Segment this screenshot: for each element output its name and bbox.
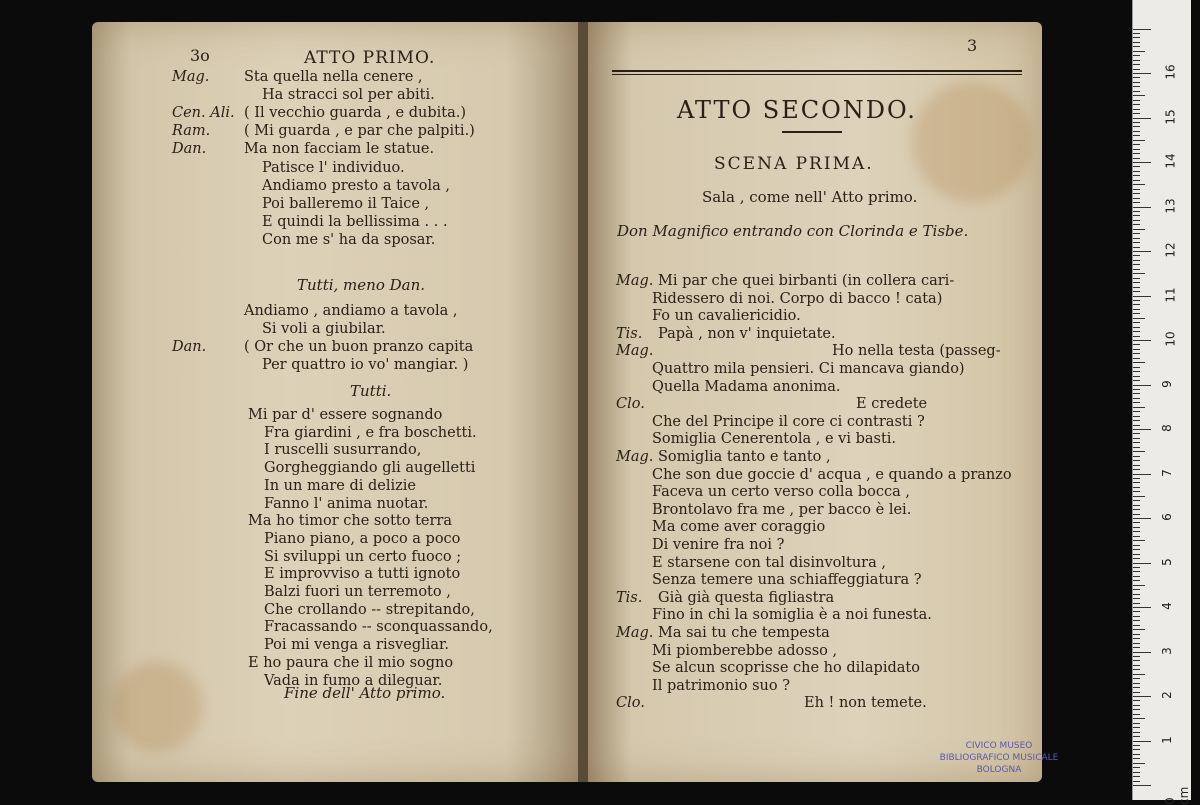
ruler-tick — [1133, 166, 1140, 167]
ruler-tick — [1133, 291, 1140, 292]
header-rule — [612, 70, 1022, 72]
ruler-tick — [1133, 175, 1140, 176]
ruler-tick — [1133, 64, 1140, 65]
ruler-tick — [1133, 318, 1145, 319]
ruler-tick — [1133, 113, 1140, 114]
ruler-tick — [1133, 273, 1145, 274]
ruler-tick — [1133, 389, 1140, 390]
ruler-tick — [1133, 754, 1140, 755]
ruler-tick — [1133, 327, 1140, 328]
act-title: ATTO SECONDO. — [677, 96, 917, 124]
text-line: Fo un cavaliericidio. — [652, 308, 801, 325]
ruler-tick — [1133, 589, 1140, 590]
ruler-tick — [1133, 749, 1140, 750]
ruler-tick — [1133, 29, 1151, 30]
ruler-tick — [1133, 518, 1151, 519]
ruler-tick — [1133, 714, 1140, 715]
ruler-tick — [1133, 264, 1140, 265]
ruler-tick — [1133, 55, 1140, 56]
ruler-tick — [1133, 447, 1140, 448]
text-line: E starsene con tal disinvoltura , — [652, 554, 886, 571]
speaker-label: Dan. — [172, 339, 207, 356]
ruler-tick — [1133, 692, 1140, 693]
text-line: Il patrimonio suo ? — [652, 677, 790, 694]
text-line: ( Mi guarda , e par che palpiti.) — [244, 123, 475, 140]
ruler-number: 6 — [1159, 513, 1174, 521]
verse-line: Si sviluppi un certo fuoco ; — [264, 548, 462, 565]
text-line: Patisce l' individuo. — [262, 159, 405, 176]
verse-line: Gorgheggiando gli augelletti — [264, 460, 476, 477]
ruler-tick — [1133, 549, 1140, 550]
ruler-tick — [1133, 69, 1140, 70]
ruler-tick — [1133, 309, 1140, 310]
ruler-tick — [1133, 367, 1140, 368]
ruler-tick — [1133, 500, 1140, 501]
verse-line: Piano piano, a poco a poco — [264, 530, 461, 547]
ruler-tick — [1133, 184, 1145, 185]
library-stamp — [924, 740, 1074, 776]
stamp-line: BIBLIOGRAFICO MUSICALE — [939, 753, 1059, 763]
ruler-tick — [1133, 527, 1140, 528]
ruler-tick — [1133, 349, 1140, 350]
ruler-tick — [1133, 696, 1151, 697]
ruler-tick — [1133, 135, 1140, 136]
ruler-tick — [1133, 425, 1140, 426]
ruler-tick — [1133, 745, 1140, 746]
ruler-tick — [1133, 567, 1140, 568]
ruler-tick — [1133, 603, 1140, 604]
ruler-tick — [1133, 77, 1140, 78]
ruler-tick — [1133, 344, 1140, 345]
verse-line: E improvviso a tutti ignoto — [264, 566, 461, 583]
ruler-tick — [1133, 304, 1140, 305]
ruler-tick — [1133, 545, 1140, 546]
ruler-tick — [1133, 46, 1140, 47]
text-line: Poi balleremo il Taice , — [262, 195, 430, 212]
act-end-line: Fine dell' Atto primo. — [284, 684, 446, 702]
text-line: Somiglia tanto e tanto , — [658, 449, 831, 465]
entrance-direction: Don Magnifico entrando con Clorinda e Tisbe. — [617, 222, 969, 240]
text-line: Che del Principe il core ci contrasti ? — [652, 413, 925, 430]
ruler-tick — [1133, 131, 1140, 132]
speaker-label: Dan. — [172, 141, 207, 158]
ruler-tick — [1133, 296, 1151, 297]
ruler-tick — [1133, 460, 1140, 461]
ruler-tick — [1133, 215, 1140, 216]
ruler-tick — [1133, 652, 1151, 653]
measurement-ruler — [1132, 0, 1191, 805]
ruler-tick — [1133, 126, 1140, 127]
text-line: Fino in chi la somiglia è a noi funesta. — [652, 607, 932, 624]
ruler-tick — [1133, 340, 1151, 341]
ruler-tick — [1133, 496, 1145, 497]
ruler-tick — [1133, 732, 1140, 733]
ruler-tick — [1133, 385, 1151, 386]
ruler-tick — [1133, 153, 1140, 154]
ruler-tick — [1133, 198, 1140, 199]
text-line: Ma sai tu che tempesta — [658, 625, 830, 641]
ruler-number: 8 — [1159, 424, 1174, 432]
text-line: Si voli a giubilar. — [262, 321, 386, 338]
ruler-number: 7 — [1159, 468, 1174, 477]
paper-stain — [912, 82, 1032, 202]
ruler-number: 2 — [1159, 691, 1174, 699]
speaker-label: Clo. — [616, 695, 645, 712]
verse-line: Fanno l' anima nuotar. — [264, 495, 429, 512]
text-line: Faceva un certo verso colla bocca , — [652, 484, 910, 501]
book-gutter — [578, 22, 588, 782]
ruler-number: 12 — [1163, 242, 1178, 258]
ruler-tick — [1133, 398, 1140, 399]
ruler-tick — [1133, 629, 1145, 630]
ruler-tick — [1133, 683, 1140, 684]
ruler-tick — [1133, 211, 1140, 212]
ruler-tick — [1133, 634, 1140, 635]
verse-line: In un mare di delizie — [264, 477, 417, 494]
ruler-tick — [1133, 625, 1140, 626]
text-line: ( Or che un buon pranzo capita — [244, 339, 474, 356]
ruler-tick — [1133, 189, 1140, 190]
ruler-tick — [1133, 620, 1140, 621]
open-book — [92, 22, 1059, 782]
ruler-tick — [1133, 656, 1140, 657]
text-line: Già già questa figliastra — [658, 589, 835, 606]
ruler-tick — [1133, 785, 1151, 786]
ruler-number: 4 — [1159, 602, 1174, 610]
ruler-tick — [1133, 269, 1140, 270]
ruler-tick — [1133, 607, 1151, 608]
ruler-tick — [1133, 91, 1140, 92]
right-page-number: 3 — [967, 36, 978, 55]
ruler-tick — [1133, 158, 1140, 159]
ruler-tick — [1133, 522, 1140, 523]
left-page-number: 3o — [190, 46, 210, 65]
ruler-tick — [1133, 776, 1140, 777]
stamp-line: CIVICO MUSEO — [965, 741, 1033, 751]
text-line: Andiamo presto a tavola , — [262, 177, 451, 194]
ruler-tick — [1133, 224, 1140, 225]
text-line: Di venire fra noi ? — [652, 537, 785, 553]
title-underline — [782, 131, 842, 133]
ruler-tick — [1133, 643, 1140, 644]
ruler-tick — [1133, 171, 1140, 172]
ruler-number: 3 — [1159, 646, 1174, 655]
ruler-tick — [1133, 251, 1151, 252]
ruler-number: 14 — [1163, 153, 1178, 169]
ruler-tick — [1133, 300, 1140, 301]
ruler-tick — [1133, 229, 1145, 230]
ruler-tick — [1133, 420, 1140, 421]
text-line: Senza temere una schiaffeggiatura ? — [652, 572, 922, 589]
text-line: Mi piomberebbe adosso , — [652, 642, 838, 659]
ruler-tick — [1133, 665, 1140, 666]
text-line: Ma non facciam le statue. — [244, 141, 435, 158]
verse-line: E ho paura che il mio sogno — [248, 654, 454, 671]
speaker-label: Mag. — [616, 625, 654, 641]
text-line: Che son due goccie d' acqua , e quando a pranzo — [652, 466, 1012, 483]
ruler-tick — [1133, 149, 1140, 150]
text-line: Quella Madama anonima. — [652, 378, 841, 395]
ruler-number: 11 — [1163, 286, 1178, 303]
ruler-tick — [1133, 540, 1145, 541]
ruler-tick — [1133, 95, 1145, 96]
ruler-tick — [1133, 433, 1140, 434]
ruler-tick — [1133, 563, 1151, 564]
text-line: E quindi la bellissima . . . — [262, 213, 448, 230]
speaker-label: Ram. — [172, 123, 211, 140]
ruler-tick — [1133, 758, 1140, 759]
ruler-tick — [1133, 469, 1140, 470]
text-line: Papà , non v' inquietate. — [658, 325, 836, 342]
ruler-tick — [1133, 402, 1140, 403]
ruler-tick — [1133, 571, 1140, 572]
ruler-tick — [1133, 82, 1140, 83]
ruler-tick — [1133, 42, 1140, 43]
ruler-tick — [1133, 353, 1140, 354]
verse-line: Fracassando -- sconquassando, — [264, 619, 493, 636]
ruler-tick — [1133, 585, 1145, 586]
ruler-tick — [1133, 282, 1140, 283]
text-line: Somiglia Cenerentola , e vi basti. — [652, 431, 897, 448]
ruler-tick — [1133, 242, 1140, 243]
ruler-tick — [1133, 380, 1140, 381]
ruler-tick — [1133, 638, 1140, 639]
ruler-tick — [1133, 140, 1145, 141]
speaker-label: Cen. Ali. — [172, 105, 235, 122]
ruler-tick — [1133, 678, 1140, 679]
ruler-tick — [1133, 781, 1140, 782]
ruler-tick — [1133, 674, 1145, 675]
ruler-number: 1 — [1159, 735, 1174, 744]
ruler-tick — [1133, 736, 1140, 737]
stamp-line: BOLOGNA — [976, 765, 1022, 775]
ruler-tick — [1133, 247, 1140, 248]
ruler-tick — [1133, 478, 1140, 479]
text-line: E credete — [856, 396, 928, 413]
ruler-tick — [1133, 33, 1140, 34]
ruler-tick — [1133, 371, 1140, 372]
text-line: Andiamo , andiamo a tavola , — [244, 303, 458, 319]
ruler-number: 10 — [1163, 331, 1178, 347]
ruler-tick — [1133, 207, 1151, 208]
verse-line: Vada in fumo a dileguar. — [264, 672, 443, 689]
ruler-tick — [1133, 407, 1145, 408]
ruler-tick — [1133, 37, 1140, 38]
ruler-tick — [1133, 393, 1140, 394]
speaker-label: Mag. — [172, 69, 210, 85]
ruler-tick — [1133, 73, 1151, 74]
ruler-tick — [1133, 287, 1140, 288]
ruler-tick — [1133, 576, 1140, 577]
left-running-header: ATTO PRIMO. — [304, 48, 436, 68]
ruler-tick — [1133, 255, 1140, 256]
stage-direction: Tutti, meno Dan. — [297, 276, 426, 294]
ruler-tick — [1133, 451, 1145, 452]
scene-setting: Sala , come nell' Atto primo. — [702, 188, 918, 206]
ruler-tick — [1133, 322, 1140, 323]
text-line: Ma come aver coraggio — [652, 519, 826, 536]
verse-line: Balzi fuori un terremoto , — [264, 584, 451, 600]
ruler-tick — [1133, 416, 1140, 417]
header-rule — [612, 74, 1022, 75]
verse-line: I ruscelli susurrando, — [264, 442, 422, 459]
ruler-tick — [1133, 86, 1140, 87]
ruler-tick — [1133, 118, 1151, 119]
ruler-tick — [1133, 336, 1140, 337]
text-line: Quattro mila pensieri. Ci mancava giando) — [652, 361, 965, 377]
ruler-tick — [1133, 709, 1140, 710]
ruler-tick — [1133, 723, 1140, 724]
ruler-tick — [1133, 509, 1140, 510]
text-line: Ha stracci sol per abiti. — [262, 87, 435, 104]
ruler-tick — [1133, 162, 1151, 163]
ruler-tick — [1133, 465, 1140, 466]
ruler-number: 9 — [1159, 379, 1174, 388]
speaker-label: Mag. — [616, 449, 654, 465]
text-line: Ho nella testa (passeg- — [832, 343, 1001, 360]
paper-stain — [112, 662, 202, 752]
ruler-tick — [1133, 554, 1140, 555]
ruler-tick — [1133, 202, 1140, 203]
ruler-tick — [1133, 456, 1140, 457]
stage-direction: Tutti. — [350, 382, 392, 400]
ruler-tick — [1133, 474, 1151, 475]
text-line: Con me s' ha da sposar. — [262, 231, 436, 248]
ruler-tick — [1133, 487, 1140, 488]
ruler-tick — [1133, 616, 1140, 617]
ruler-tick — [1133, 594, 1140, 595]
ruler-tick — [1133, 429, 1151, 430]
ruler-tick — [1133, 700, 1140, 701]
ruler-tick — [1133, 772, 1140, 773]
text-line: Sta quella nella cenere , — [244, 69, 423, 85]
ruler-tick — [1133, 260, 1140, 261]
ruler-number: 15 — [1163, 108, 1178, 125]
ruler-tick — [1133, 104, 1140, 105]
ruler-tick — [1133, 727, 1140, 728]
ruler-tick — [1133, 741, 1151, 742]
ruler-tick — [1133, 331, 1140, 332]
ruler-tick — [1133, 313, 1140, 314]
text-line: Mi par che quei birbanti (in collera cari- — [658, 273, 955, 289]
speaker-label: Tis. — [616, 325, 643, 342]
text-line: ( Il vecchio guarda , e dubita.) — [244, 105, 466, 122]
speaker-label: Mag. — [616, 343, 654, 360]
ruler-tick — [1133, 505, 1140, 506]
verse-line: Mi par d' essere sognando — [248, 407, 443, 423]
ruler-tick — [1133, 482, 1140, 483]
text-line: Eh ! non temete. — [804, 695, 927, 712]
verse-line: Fra giardini , e fra boschetti. — [264, 424, 477, 441]
text-line: Brontolavo fra me , per bacco è lei. — [652, 501, 912, 518]
ruler-tick — [1133, 144, 1140, 145]
ruler-tick — [1133, 514, 1140, 515]
speaker-label: Mag. — [616, 273, 654, 289]
ruler-tick — [1133, 51, 1145, 52]
ruler-tick — [1133, 238, 1140, 239]
verse-line: Ma ho timor che sotto terra — [248, 513, 452, 530]
ruler-tick — [1133, 611, 1140, 612]
ruler-tick — [1133, 647, 1140, 648]
ruler-tick — [1133, 233, 1140, 234]
ruler-tick — [1133, 100, 1140, 101]
ruler-tick — [1133, 362, 1145, 363]
speaker-label: Clo. — [616, 396, 645, 413]
ruler-tick — [1133, 660, 1140, 661]
ruler-tick — [1133, 358, 1140, 359]
ruler-number: 16 — [1163, 64, 1178, 80]
ruler-tick — [1133, 669, 1140, 670]
ruler-tick — [1133, 536, 1140, 537]
ruler-number: 0 cm — [1163, 786, 1191, 805]
ruler-tick — [1133, 705, 1140, 706]
ruler-tick — [1133, 376, 1140, 377]
ruler-number: 13 — [1163, 197, 1178, 214]
ruler-number: 5 — [1159, 557, 1174, 566]
ruler-tick — [1133, 109, 1140, 110]
text-line: Per quattro io vo' mangiar. ) — [262, 357, 469, 374]
ruler-tick — [1133, 180, 1140, 181]
scene-title: SCENA PRIMA. — [714, 154, 874, 174]
ruler-tick — [1133, 763, 1145, 764]
ruler-tick — [1133, 558, 1140, 559]
verse-line: Che crollando -- strepitando, — [264, 601, 475, 618]
ruler-tick — [1133, 438, 1140, 439]
ruler-tick — [1133, 193, 1140, 194]
ruler-tick — [1133, 220, 1140, 221]
verse-line: Poi mi venga a risvegliar. — [264, 637, 449, 654]
ruler-tick — [1133, 491, 1140, 492]
ruler-tick — [1133, 278, 1140, 279]
ruler-tick — [1133, 687, 1140, 688]
ruler-tick — [1133, 767, 1140, 768]
ruler-tick — [1133, 531, 1140, 532]
ruler-tick — [1133, 122, 1140, 123]
ruler-tick — [1133, 598, 1140, 599]
ruler-tick — [1133, 411, 1140, 412]
ruler-tick — [1133, 580, 1140, 581]
text-line: Ridessero di noi. Corpo di bacco ! cata) — [652, 290, 943, 307]
text-line: Se alcun scoprisse che ho dilapidato — [652, 660, 920, 677]
ruler-tick — [1133, 60, 1140, 61]
ruler-tick — [1133, 718, 1145, 719]
speaker-label: Tis. — [616, 589, 643, 606]
ruler-tick — [1133, 442, 1140, 443]
